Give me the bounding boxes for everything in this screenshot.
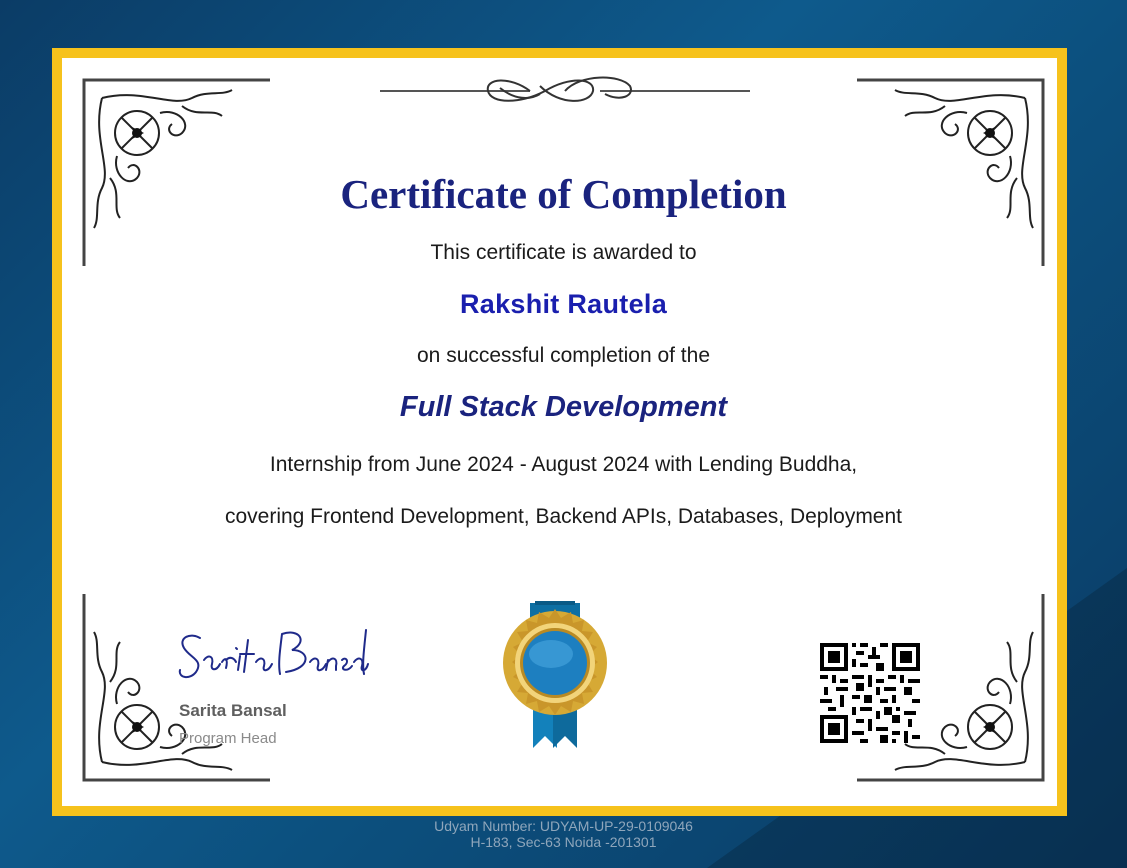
award-seal-icon <box>495 598 615 753</box>
address: H-183, Sec-63 Noida -201301 <box>470 834 657 850</box>
qr-code-icon <box>820 643 920 743</box>
description-line-1: Internship from June 2024 - August 2024 with Lending Buddha, <box>269 453 858 476</box>
awarded-text: This certificate is awarded to <box>430 241 697 264</box>
signature-image <box>170 620 370 690</box>
signatory-role: Program Head <box>179 730 277 747</box>
flourish-icon <box>380 66 750 116</box>
recipient-name: Rakshit Rautela <box>459 289 668 319</box>
description-line-2: covering Frontend Development, Backend APIs, Databases, Deployment <box>224 505 903 528</box>
program-name: Full Stack Development <box>399 391 728 423</box>
certificate-title: Certificate of Completion <box>340 171 787 217</box>
completion-text: on successful completion of the <box>417 344 710 367</box>
udyam-number: Udyam Number: UDYAM-UP-29-0109046 <box>434 818 693 834</box>
signatory-name: Sarita Bansal <box>179 701 287 720</box>
